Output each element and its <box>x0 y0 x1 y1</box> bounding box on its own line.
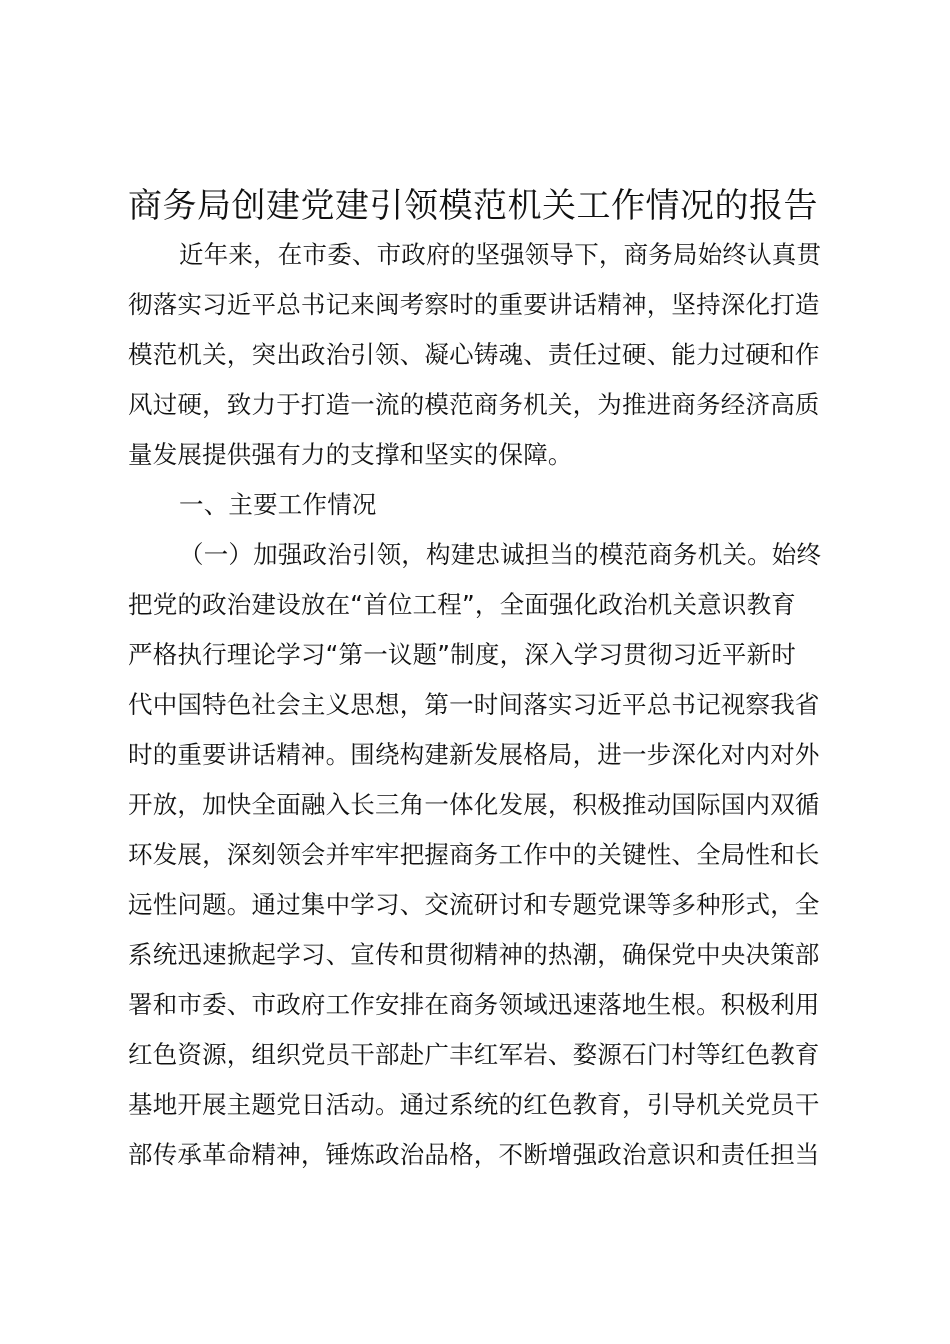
paragraph-line: 部传承革命精神，锤炼政治品格，不断增强政治意识和责任担当 <box>128 1140 820 1169</box>
paragraph-line: 环发展，深刻领会并牢牢把握商务工作中的关键性、全局性和长 <box>128 840 820 869</box>
paragraph-line: 开放，加快全面融入长三角一体化发展，积极推动国际国内双循 <box>128 790 820 819</box>
paragraph-line: 严格执行理论学习“第一议题”制度，深入学习贯彻习近平新时 <box>128 640 796 669</box>
document-title: 商务局创建党建引领模范机关工作情况的报告 <box>128 186 818 226</box>
section-heading: 一、主要工作情况 <box>179 490 377 519</box>
paragraph-line: 系统迅速掀起学习、宣传和贯彻精神的热潮，确保党中央决策部 <box>128 940 820 969</box>
paragraph-line: 风过硬，致力于打造一流的模范商务机关，为推进商务经济高质 <box>128 390 820 419</box>
paragraph-line: 基地开展主题党日活动。通过系统的红色教育，引导机关党员干 <box>128 1090 820 1119</box>
paragraph-line: 近年来，在市委、市政府的坚强领导下，商务局始终认真贯 <box>179 240 822 269</box>
paragraph-line: 署和市委、市政府工作安排在商务领域迅速落地生根。积极利用 <box>128 990 820 1019</box>
paragraph-line: 红色资源，组织党员干部赴广丰红军岩、婺源石门村等红色教育 <box>128 1040 820 1069</box>
paragraph-line: 远性问题。通过集中学习、交流研讨和专题党课等多种形式，全 <box>128 890 820 919</box>
paragraph-line: 时的重要讲话精神。围绕构建新发展格局，进一步深化对内对外 <box>128 740 820 769</box>
paragraph-line: （一）加强政治引领，构建忠诚担当的模范商务机关。始终 <box>179 540 822 569</box>
paragraph-line: 彻落实习近平总书记来闽考察时的重要讲话精神，坚持深化打造 <box>128 290 820 319</box>
paragraph-line: 量发展提供强有力的支撑和坚实的保障。 <box>128 440 573 469</box>
paragraph-line: 模范机关，突出政治引领、凝心铸魂、责任过硬、能力过硬和作 <box>128 340 820 369</box>
paragraph-line: 代中国特色社会主义思想，第一时间落实习近平总书记视察我省 <box>128 690 820 719</box>
paragraph-line: 把党的政治建设放在“首位工程”，全面强化政治机关意识教育 <box>128 590 796 619</box>
